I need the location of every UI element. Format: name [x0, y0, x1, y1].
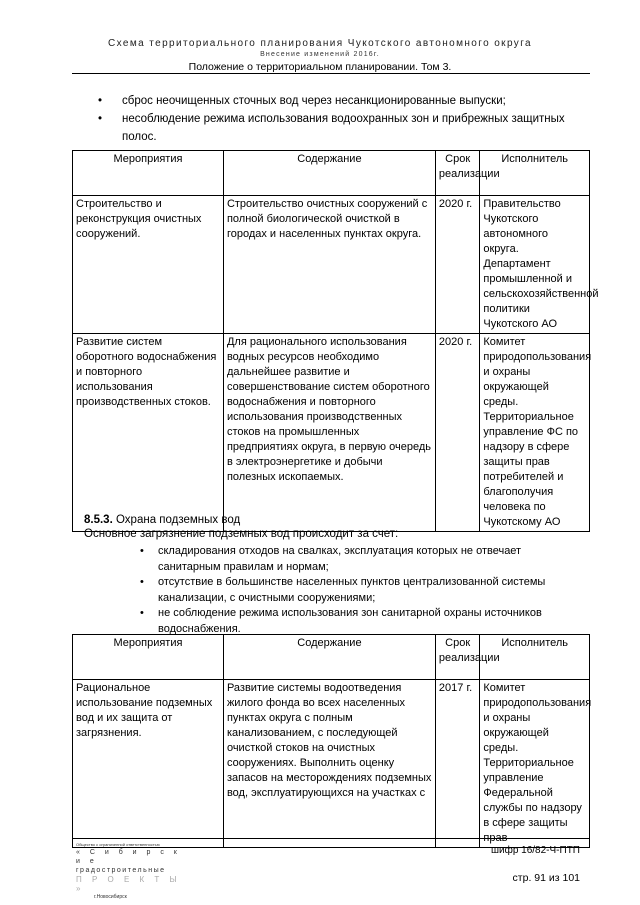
- cell-content: Строительство очистных сооружений с полной биологической очисткой в городах и населенных пунктах округа.: [223, 196, 435, 334]
- document-cipher: шифр 16/82-Ч-ПТП: [490, 845, 580, 856]
- cell-content: Для рационального использования водных ресурсов необходимо дальнейшее развитие и совершенствование систем оборотного водоснабжения и повторного использования производственных стоков на промышленных предприятиях округа, в первую очередь в электроэнергетике и добычи полезных ископаемых.: [223, 334, 435, 532]
- cell-measure: Строительство и реконструкция очистных сооружений.: [73, 196, 224, 334]
- page-header: [0, 38, 640, 73]
- cell-executor: Комитет природопользования и охраны окружающей среды. Территориальное управление ФС по надзору в сфере защиты прав потребителей и благополучия человека по Чукотскому АО: [480, 334, 590, 532]
- cell-measure: Развитие систем оборотного водоснабжения и повторного использования производственных стоков.: [73, 334, 224, 532]
- column-header-executor: Исполнитель: [480, 151, 590, 196]
- column-header-measures: Мероприятия: [73, 151, 224, 196]
- measures-table-2: [72, 634, 590, 848]
- column-header-measures: Мероприятия: [73, 635, 224, 680]
- section-intro: Основное загрязнение подземных вод происходит за счет:: [84, 528, 399, 540]
- list-item: • отсутствие в большинстве населенных пунктов централизованной системы канализации, с очистными сооружениями;: [146, 575, 576, 606]
- page-number: стр. 91 из 101: [512, 872, 580, 884]
- logo-line: градостроительные: [76, 867, 166, 874]
- column-header-executor: Исполнитель: [480, 635, 590, 680]
- section-number: 8.5.3.: [84, 514, 113, 526]
- company-logo: [76, 842, 186, 902]
- top-bullet-list: [92, 92, 602, 146]
- column-header-term: Срок реализации: [435, 635, 479, 680]
- cell-content: Развитие системы водоотведения жилого фонда во всех населенных пунктах округа с полным канализованием, с последующей очисткой стоков на очистных сооружениях. Выполнить оценку запасов на месторождениях подземных вод, эксплуатирующихся на участках с: [223, 680, 435, 848]
- section-title: Охрана подземных вод: [115, 514, 241, 526]
- column-header-content: Содержание: [223, 635, 435, 680]
- cell-term: 2017 г.: [435, 680, 479, 848]
- table-header-row: [73, 635, 590, 680]
- volume-title: Положение о территориальном планировании. Том 3.: [188, 61, 452, 73]
- logo-line: Общество с ограниченной ответственностью: [76, 842, 160, 847]
- cell-executor: Комитет природопользования и охраны окружающей среды. Территориальное управление Федеральной службы по надзору в сфере защиты прав: [480, 680, 590, 848]
- cell-term: 2020 г.: [435, 196, 479, 334]
- pollution-bullet-list: [146, 544, 576, 637]
- column-header-term: Срок реализации: [435, 151, 479, 196]
- cell-term: 2020 г.: [435, 334, 479, 532]
- measures-table-1: [72, 150, 599, 532]
- logo-line: П Р О Е К Т Ы »: [76, 875, 181, 893]
- document-subtitle: Внесение изменений 2016г.: [260, 51, 380, 58]
- table-row: [73, 196, 590, 334]
- logo-city: г.Новосибирск: [94, 894, 127, 900]
- table-row: [73, 334, 590, 532]
- document-title: Схема территориального планирования Чукотского автономного округа: [107, 38, 532, 49]
- list-item: • сброс неочищенных сточных вод через несанкционированные выпуски;: [92, 92, 602, 110]
- footer-divider: [72, 838, 590, 839]
- list-item: • складирования отходов на свалках, эксплуатация которых не отвечает санитарным правилам и нормам;: [146, 544, 576, 575]
- header-divider: [72, 73, 590, 74]
- list-item: • несоблюдение режима использования водоохранных зон и прибрежных защитных полос.: [92, 110, 602, 146]
- list-item: • не соблюдение режима использования зон санитарной охраны источников водоснабжения.: [146, 606, 576, 637]
- cell-measure: Рациональное использование подземных вод и их защита от загрязнения.: [73, 680, 224, 848]
- table-row: [73, 680, 590, 848]
- table-header-row: [73, 151, 590, 196]
- column-header-content: Содержание: [223, 151, 435, 196]
- cell-executor: Правительство Чукотского автономного округа. Департамент промышленной и сельскохозяйственной политики Чукотского АО: [480, 196, 590, 334]
- section-heading: [84, 514, 240, 526]
- logo-line: « С и б и р с к и е: [76, 849, 181, 865]
